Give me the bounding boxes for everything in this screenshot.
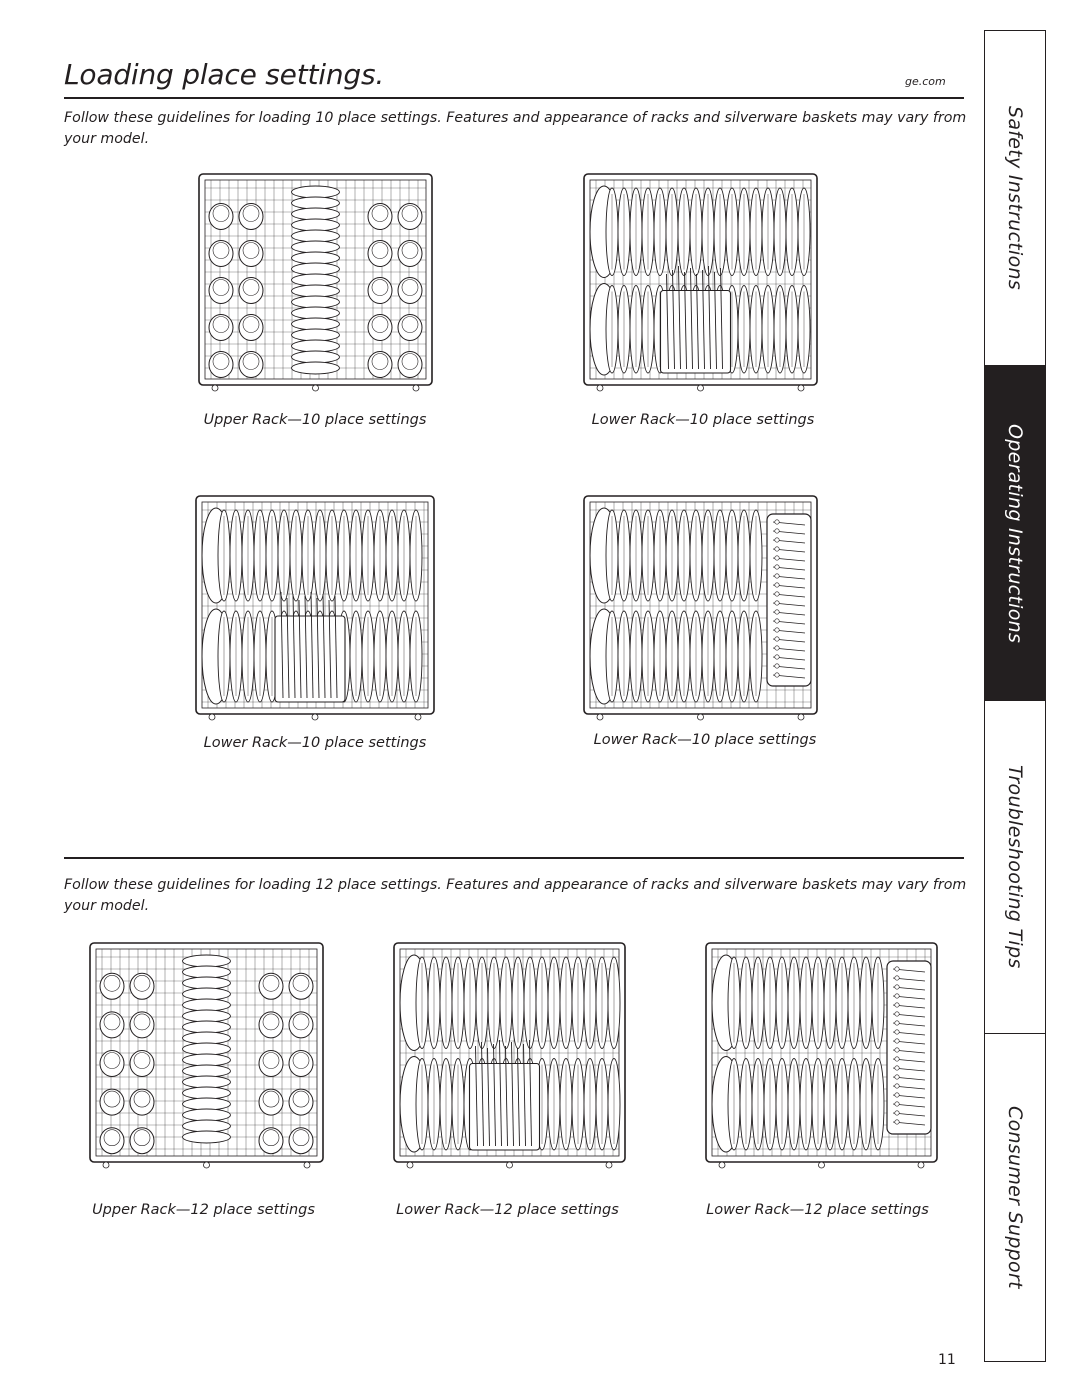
caption-lower-rack-12-b: Lower Rack—12 place settings bbox=[706, 1202, 929, 1218]
lower-rack-12-illustration-a bbox=[388, 937, 631, 1170]
intro-10-place: Follow these guidelines for loading 10 place settings. Features and appearance of racks and silverware baskets may vary from your model. bbox=[64, 110, 967, 147]
caption-lower-rack-10-a: Lower Rack—10 place settings bbox=[591, 412, 815, 428]
caption-upper-rack-12: Upper Rack—12 place settings bbox=[92, 1202, 315, 1218]
section-divider bbox=[64, 857, 964, 859]
header-rule bbox=[64, 97, 964, 99]
site-url: ge.com bbox=[905, 75, 946, 88]
lower-rack-10-illustration-a bbox=[578, 168, 823, 393]
upper-rack-10-illustration bbox=[193, 168, 438, 393]
tab-label: Operating Instructions bbox=[1004, 423, 1026, 644]
tab-label: Safety Instructions bbox=[1004, 105, 1026, 291]
caption-upper-rack-10: Upper Rack—10 place settings bbox=[203, 412, 427, 428]
lower-rack-12-illustration-b bbox=[700, 937, 943, 1170]
page-title: Loading place settings. bbox=[64, 58, 385, 91]
tab-troubleshooting-tips[interactable] bbox=[985, 701, 1045, 1034]
tab-consumer-support[interactable] bbox=[985, 1034, 1045, 1360]
caption-lower-rack-10-c: Lower Rack—10 place settings bbox=[593, 732, 817, 748]
tab-safety-instructions[interactable] bbox=[985, 31, 1045, 366]
tab-operating-instructions[interactable] bbox=[985, 366, 1045, 701]
caption-lower-rack-12-a: Lower Rack—12 place settings bbox=[396, 1202, 619, 1218]
section-tabs-sidebar bbox=[984, 30, 1046, 1362]
caption-lower-rack-10-b: Lower Rack—10 place settings bbox=[203, 735, 427, 751]
upper-rack-12-illustration bbox=[84, 937, 329, 1170]
tab-label: Consumer Support bbox=[1004, 1105, 1026, 1289]
lower-rack-10-illustration-b bbox=[190, 490, 440, 722]
lower-rack-10-illustration-c bbox=[578, 490, 823, 722]
intro-12-place: Follow these guidelines for loading 12 place settings. Features and appearance of racks and silverware baskets may vary from your model. bbox=[64, 877, 967, 914]
tab-label: Troubleshooting Tips bbox=[1004, 765, 1026, 969]
page-number: 11 bbox=[938, 1352, 956, 1368]
